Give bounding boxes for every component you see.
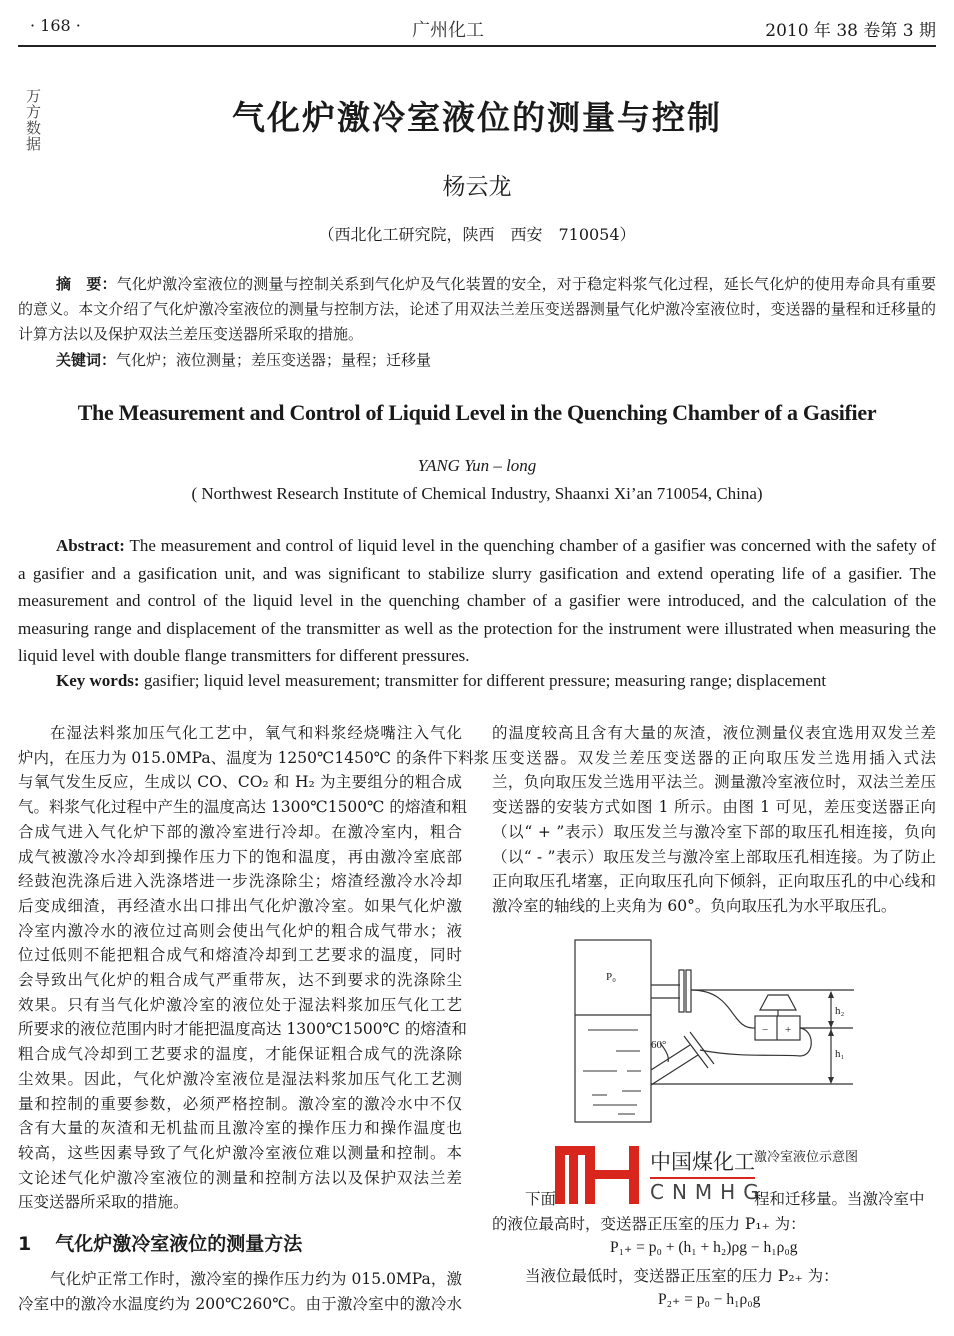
- text-line: 位过低则不能把粗合成气和熔渣冷却到工艺要求的温度，同时: [18, 946, 462, 965]
- negative-capillary: [691, 990, 755, 1028]
- english-keywords-text: gasifier; liquid level measurement; transmitter for different pressure; measuring range; displacement: [139, 671, 827, 690]
- positive-capillary: [700, 1028, 811, 1056]
- minus-label: −: [762, 1024, 769, 1036]
- english-title: The Measurement and Control of Liquid Level in the Quenching Chamber of a Gasifier: [77, 400, 877, 425]
- text-line: 变送器的安装方式如图 1 所示。由图 1 可见，差压变送器正向: [492, 798, 936, 817]
- text-line: （以“ + ”表示）取压发兰与激冷室下部的取压孔相连接，负向: [492, 822, 936, 841]
- keywords-text: 气化炉；液位测量；差压变送器；量程；迁移量: [116, 351, 432, 369]
- text-line: 尘效果。因此，气化炉激冷室液位是湿法料浆加压气化工艺测: [18, 1069, 462, 1088]
- author: 杨云龙: [442, 174, 512, 200]
- formula-p2: P₂₊ = p₀ − h₁ρ₀g: [658, 1291, 761, 1308]
- lower-nozzle: [651, 1045, 698, 1085]
- text-line: 较高，这些因素导致了气化炉激冷室液位难以测量和控制。本: [18, 1143, 462, 1162]
- body-line: 的液位最高时，变送器正压室的压力 P₁₊ 为：: [492, 1215, 806, 1233]
- text-line: 兰，负向取压发兰选用平法兰。测量激冷室液位时，双法兰差压: [492, 773, 936, 792]
- affiliation: （西北化工研究院，陕西 西安 710054）: [318, 225, 636, 244]
- issue-info: 2010 年 38 卷第 3 期: [765, 21, 936, 41]
- upper-nozzle: [651, 985, 680, 998]
- section-title: 气化炉激冷室液位的测量方法: [55, 1233, 303, 1255]
- mh-logo-icon: [555, 1146, 645, 1206]
- text-line: 效果。只有当气化炉激冷室的液位处于湿法料浆加压气化工艺: [18, 995, 462, 1014]
- text-line: 在湿法料浆加压气化工艺中，氧气和料浆经烧嘴注入气化: [50, 724, 462, 742]
- keywords-label: 关键词：: [56, 351, 117, 369]
- h2-label: h₂: [835, 1005, 845, 1017]
- side-watermark: 万方数据: [24, 88, 42, 152]
- plus-label: +: [785, 1024, 792, 1036]
- text-line: 的温度较高且含有大量的灰渣，液位测量仪表宜选用双发兰差: [492, 724, 936, 742]
- text-line: 与氧气发生反应，生成以 CO、CO₂ 和 H₂ 为主要组分的粗合成: [18, 773, 462, 792]
- text-line: 所要求的液位范围内时才能把温度高达 1300℃1500℃ 的熔渣和: [18, 1020, 467, 1039]
- body-fragment-end: 程和迁移量。当激冷室中: [754, 1190, 925, 1208]
- upper-flange: [679, 970, 684, 1012]
- transmitter-head: [760, 995, 796, 1010]
- h1-label: h₁: [835, 1048, 845, 1060]
- quench-chamber-tank: [575, 940, 651, 1122]
- body-fragment-start: 下面: [525, 1190, 557, 1208]
- text-line: 气化炉正常工作时，激冷室的操作压力约为 015.0MPa，激: [50, 1270, 462, 1288]
- figure-caption: 激冷室液位示意图: [754, 1150, 859, 1165]
- abstract-label: 摘 要：: [56, 275, 117, 293]
- text-line: 成气被激冷水冷却到操作压力下的饱和温度，再由激冷室底部: [18, 847, 462, 866]
- english-author: YANG Yun – long: [417, 456, 537, 475]
- abstract-text: 气化炉激冷室液位的测量与控制关系到气化炉及气化装置的安全，对于稳定料浆气化过程，延长气化炉的使用寿命具有重要的意义。本文介绍了气化炉激冷室液位的测量与控制方法，论述了用双法兰差压变送器测量气化炉激冷室液位时，变送器的量程和迁移量的计算方法以及保护双法兰差压变送器所采取的措施。: [18, 275, 936, 343]
- text-line: 经鼓泡洗涤后进入洗涤塔进一步洗涤除尘；熔渣经激冷水冷却: [18, 872, 462, 891]
- text-line: 正向取压孔堵塞，正向取压孔向下倾斜，正向取压孔的中心线和: [492, 872, 936, 891]
- page-number: · 168 ·: [30, 16, 81, 35]
- text-line: （以“ - ”表示）取压发兰与激冷室上部取压孔相连接。为了防止: [492, 847, 936, 866]
- watermark-cn: 中国煤化工: [650, 1146, 755, 1179]
- text-line: 合成气进入气化炉下部的激冷室进行冷却。在激冷室内，粗合: [18, 822, 462, 841]
- text-line: 压变送器。双发兰差压变送器的正向取压发兰选用插入式法: [492, 748, 936, 767]
- english-abstract-label: Abstract:: [56, 536, 125, 555]
- paper-title: 气化炉激冷室液位的测量与控制: [232, 98, 722, 137]
- english-abstract-text: The measurement and control of liquid level in the quenching chamber of a gasifier was concerned with the safety of a gasifier and a gasification unit, and was significant to stabilize slurry gasification and extend operating life of a gasifier. The measurement and control of the liquid level in the quenching chamber of a gasifier were introduced, and the calculation of the measuring range and displacement of the transmitter as well as the protection for the instrument were illustrated when measuring the liquid level with double flange transmitters for different pressures.: [18, 536, 936, 665]
- journal-name: 广州化工: [412, 20, 484, 41]
- formula-p1: P₁₊ = p₀ + (h₁ + h₂)ρg − h₁ρ₀g: [610, 1239, 798, 1256]
- body-line: 当液位最低时，变送器正压室的压力 P₂₊ 为：: [525, 1267, 839, 1285]
- text-line: 量和控制的重要参数，必须严格控制。激冷室的激冷水中不仅: [18, 1094, 462, 1113]
- text-line: 压变送器所采取的措施。: [18, 1193, 189, 1212]
- section-number: 1: [18, 1233, 32, 1255]
- text-line: 后变成细渣，再经渣水出口排出气化炉激冷室。如果气化炉激: [18, 896, 462, 915]
- text-line: 粗合成气冷却到工艺要求的温度，才能保证粗合成气的洗涤除: [18, 1045, 462, 1064]
- text-line: 含有大量的灰渣和无机盐而且激冷室的操作压力和操作温度也: [18, 1119, 462, 1138]
- text-line: 冷室内激冷水的液位过高则会使出气化炉的粗合成气带水；液: [18, 921, 462, 940]
- angle-label: 60°: [651, 1039, 667, 1051]
- text-line: 气。料浆气化过程中产生的温度高达 1300℃1500℃ 的熔渣和粗: [18, 798, 467, 817]
- text-line: 炉内，在压力为 015.0MPa、温度为 1250℃1450℃ 的条件下料浆: [18, 748, 490, 767]
- lower-flange: [684, 1032, 714, 1068]
- english-keywords-label: Key words:: [56, 671, 140, 690]
- text-line: 激冷室的轴线的上夹角为 60°。负向取压孔为水平取压孔。: [492, 896, 897, 915]
- text-line: 会导致出气化炉的粗合成气严重带灰，达不到要求的洗涤除尘: [18, 971, 462, 989]
- p0-label: P₀: [606, 971, 616, 983]
- water-dashes: [583, 1030, 641, 1114]
- english-affiliation: ( Northwest Research Institute of Chemical Industry, Shaanxi Xi’an 710054, China): [191, 484, 763, 503]
- text-line: 文论述气化炉激冷室液位的测量和控制方法以及保护双法兰差: [18, 1168, 462, 1187]
- text-line: 冷室中的激冷水温度约为 200℃260℃。由于激冷室中的激冷水: [18, 1294, 462, 1313]
- watermark-en: CNMHG: [650, 1180, 767, 1204]
